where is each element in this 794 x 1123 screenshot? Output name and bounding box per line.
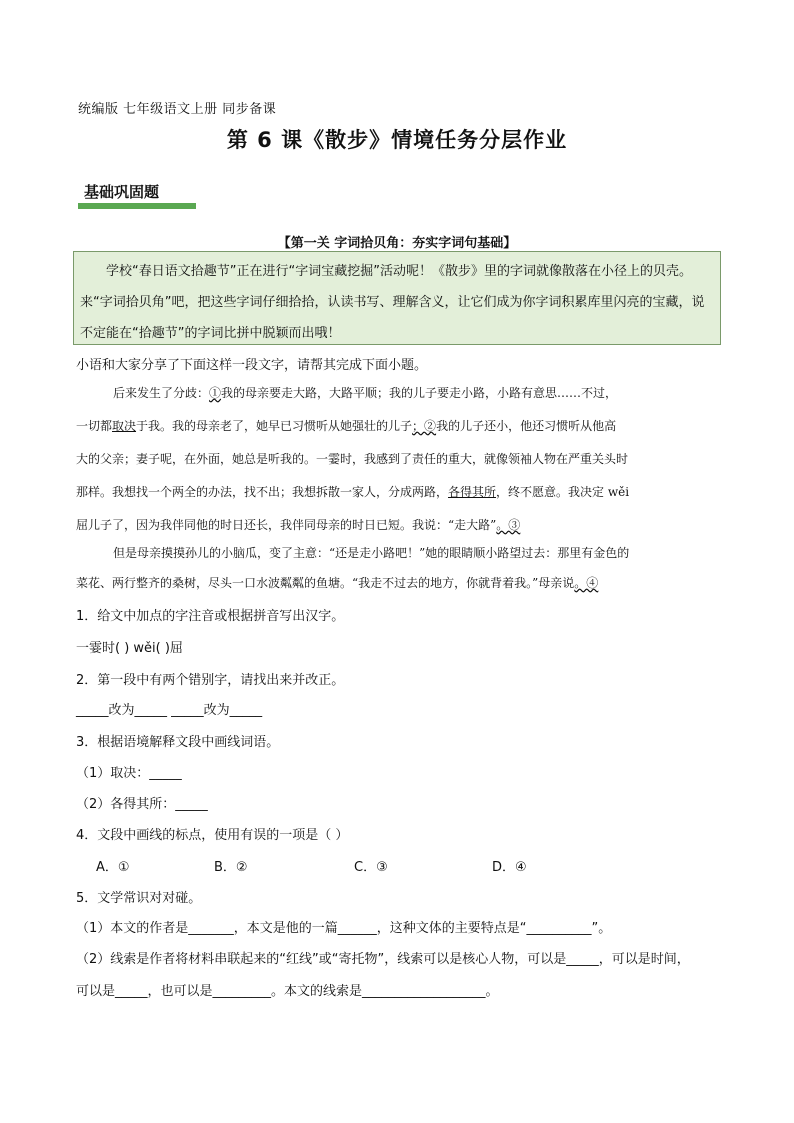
question-3: 3．根据语境解释文段中画线词语。 (76, 735, 280, 750)
passage-line-6: 但是母亲摸摸孙儿的小脑瓜，变了主意：“还是走小路吧！”她的眼睛顺小路望过去：那里有金色的 (113, 546, 630, 560)
passage-text: ，终不愿意。我决定 wěi (496, 485, 630, 499)
option-d: D．④ (492, 860, 527, 875)
passage-text: 于我。我的母亲老了，她早已习惯听从她强壮的儿子 (136, 419, 413, 433)
marked-punct: ① (209, 386, 222, 400)
question-5-item-1: （1）本文的作者是_______，本文是他的一篇______，这种文体的主要特点是“__________”。 (76, 921, 612, 936)
option-b: B．② (214, 860, 248, 875)
question-5-item-2-cont: 可以是_____，也可以是_________。本文的线索是___________________。 (76, 984, 499, 999)
underlined-word: 各得其所 (448, 485, 497, 499)
passage-line-4 (76, 483, 629, 500)
passage-text: 屈儿子了，因为我伴同他的时日还长，我伴同母亲的时日已短。我说：“走大路” (76, 518, 497, 532)
passage-text: 我的母亲要走大路，大路平顺；我的儿子要走小路，小路有意思……不过， (221, 386, 618, 400)
passage-text: 后来发生了分歧： (113, 386, 210, 400)
level-heading: 【第一关 字词拾贝角：夯实字词句基础】 (277, 236, 517, 251)
section-tag: 基础巩固题 (84, 183, 160, 201)
question-5: 5．文学常识对对碰。 (76, 891, 202, 906)
page-title: 第 6 课《散步》情境任务分层作业 (226, 128, 568, 152)
question-2: 2．第一段中有两个错别字，请找出来并改正。 (76, 673, 345, 688)
passage-text: 一切都 (76, 419, 113, 433)
passage-text: 我的儿子还小，他还习惯听从他高 (436, 419, 617, 433)
passage-line-5 (76, 516, 520, 533)
passage-line-1 (113, 384, 617, 401)
question-5-item-2: （2）线索是作者将材料串联起来的“红线”或“寄托物”，线索可以是核心人物，可以是_____，可以是时间， (76, 952, 690, 967)
option-a: A．① (96, 860, 130, 875)
marked-punct: 。④ (574, 576, 599, 590)
section-underline-bar (78, 203, 196, 209)
header-series: 统编版 七年级语文上册 同步备课 (78, 102, 277, 117)
question-3-item-1: （1）取决：_____ (76, 766, 182, 781)
option-c: C．③ (354, 860, 388, 875)
marked-punct: 。③ (496, 518, 521, 532)
question-1: 1．给文中加点的字注音或根据拼音写出汉字。 (76, 609, 345, 624)
question-1-blanks: 一霎时( ) wěi( )屈 (76, 641, 183, 656)
lead-text: 小语和大家分享了下面这样一段文字，请帮其完成下面小题。 (76, 358, 428, 373)
question-3-item-2: （2）各得其所：_____ (76, 797, 208, 812)
passage-text: 菜花、两行整齐的桑树，尽头一口水波粼粼的鱼塘。“我走不过去的地方，你就背着我。”母亲说 (76, 576, 575, 590)
passage-text: 那样。我想找一个两全的办法，找不出；我想拆散一家人，分成两路， (76, 485, 449, 499)
underlined-word: 取决 (112, 419, 137, 433)
passage-line-2 (76, 417, 616, 434)
passage-line-7 (76, 574, 598, 591)
marked-punct: ；② (412, 419, 437, 433)
question-2-blanks: _____改为_____ _____改为_____ (76, 703, 263, 718)
passage-line-3: 大的父亲；妻子呢，在外面，她总是听我的。一霎时，我感到了责任的重大，就像领袖人物在严重关头时 (76, 452, 629, 466)
question-4: 4．文段中画线的标点，使用有误的一项是（ ） (76, 828, 349, 843)
intro-box: 学校“春日语文拾趣节”正在进行“字词宝藏挖掘”活动呢！《散步》里的字词就像散落在小径上的贝壳。来“字词拾贝角”吧，把这些字词仔细拾拾，认读书写、理解含义，让它们成为你字词积累库里闪亮的宝藏，说不定能在“拾趣节”的字词比拼中脱颖而出哦！ (73, 251, 721, 345)
